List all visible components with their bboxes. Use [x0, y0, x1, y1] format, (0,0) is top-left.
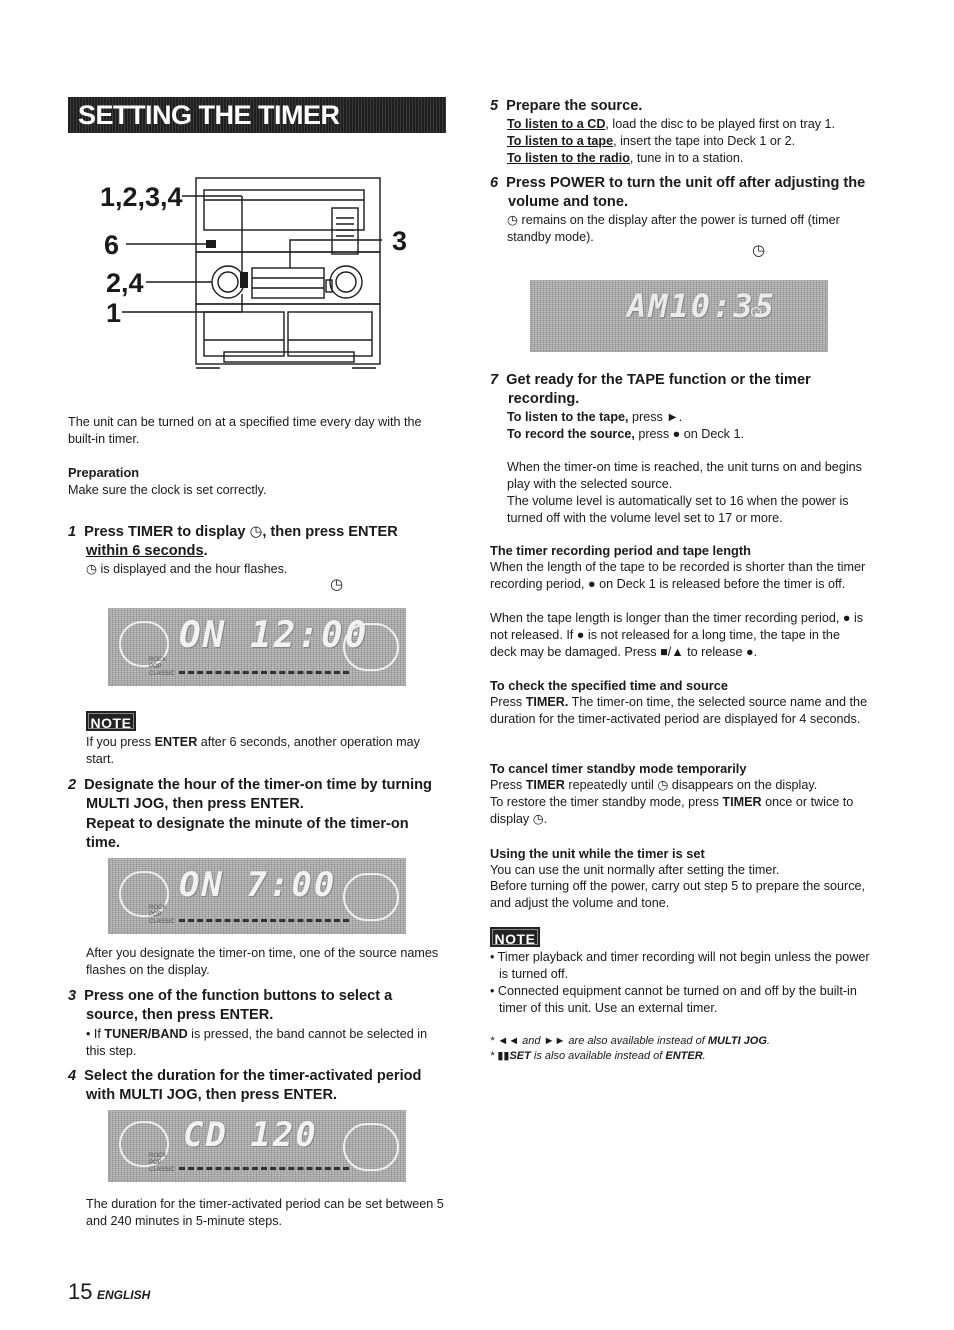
step4-heading: 4 Select the duration for the timer-activated period with MULTI JOG, then press ENTER. [68, 1068, 422, 1103]
step2-display-text: ON 7:00 [179, 865, 337, 905]
footnote-2: * ▮▮SET is also available instead of ENTER. [490, 1050, 706, 1062]
intro-text: The unit can be turned on at a specified time every day with the built-in timer. [68, 415, 422, 446]
note2-b1: • Timer playback and timer recording will not begin unless the power is turned off. [490, 950, 870, 981]
callout-6: 6 [104, 230, 120, 260]
using-heading: Using the unit while the timer is set [490, 846, 705, 861]
timer-clock-icon: ◷ [330, 576, 344, 593]
step1-num: 1 [68, 524, 77, 540]
eq-labels: ROCK POP CLASSIC [149, 905, 175, 925]
stereo-diagram [100, 172, 420, 380]
step2-heading2: Repeat to designate the minute of the timer-on time. [86, 816, 409, 851]
using-p1: You can use the unit normally after setting the timer. [490, 863, 780, 877]
page-number: 15 [68, 1279, 93, 1304]
step1-underlined: within 6 seconds [86, 543, 204, 559]
callout-1: 1 [106, 298, 122, 328]
step1-heading-a: Press TIMER to display [84, 524, 250, 540]
using-p2: Before turning off the power, carry out step 5 to prepare the source, and adjust the volume and tone. [490, 879, 866, 910]
step1-heading [68, 523, 448, 561]
footnote-1: * ◄◄ and ►► are also available instead of MULTI JOG. [490, 1035, 770, 1047]
step4-display-text: CD 120 [183, 1115, 318, 1155]
level-meter-icon [343, 873, 399, 921]
cancel-p2: To restore the timer standby mode, press TIMER once or twice to display ◷. [490, 795, 854, 826]
step1-display-text: ON 12:00 [179, 615, 369, 656]
timer-clock-icon: ◷ [752, 242, 766, 259]
eq-bar [179, 1167, 349, 1171]
timer-clock-icon: ◷ [657, 778, 669, 792]
timer-clock-icon: ◷ [507, 213, 518, 227]
level-meter-icon [343, 1123, 399, 1171]
step6-display-text: AM10:35 [627, 287, 776, 325]
step3-heading: 3 Press one of the function buttons to select a source, then press ENTER. [68, 988, 393, 1023]
step5-tape: To listen to a tape, insert the tape into Deck 1 or 2. [507, 134, 796, 148]
callout-3: 3 [392, 226, 408, 256]
preparation-heading: Preparation [68, 465, 140, 480]
step1-text-span: is displayed and the hour flashes. [97, 562, 288, 576]
step1-heading-b: , then press ENTER [262, 524, 398, 540]
page-language: ENGLISH [96, 1288, 151, 1302]
step7-para2: The volume level is automatically set to 16 when the power is turned off with the volume level set to 17 or more. [507, 494, 849, 525]
step6-text: ◷ remains on the display after the power is turned off (timer standby mode). [507, 213, 840, 244]
check-heading: To check the specified time and source [490, 678, 728, 693]
cancel-p1: Press TIMER repeatedly until ◷ disappears on the display. [490, 778, 818, 792]
step4-display [108, 1110, 406, 1182]
step7-record: To record the source, press ● on Deck 1. [507, 427, 744, 441]
step2-text: After you designate the timer-on time, one of the source names flashes on the display. [86, 946, 439, 977]
note2-b2: • Connected equipment cannot be turned on and off by the built-in timer of this unit. Use an external timer. [490, 984, 857, 1015]
preparation-text: Make sure the clock is set correctly. [68, 483, 267, 497]
step1-text [86, 561, 446, 578]
note-badge: NOTE [490, 927, 540, 947]
step5-cd: To listen to a CD, load the disc to be played first on tray 1. [507, 117, 836, 131]
step2-heading: 2 Designate the hour of the timer-on time by turning MULTI JOG, then press ENTER. [68, 777, 432, 812]
note-badge: NOTE [86, 711, 136, 731]
step6-heading: 6 Press POWER to turn the unit off after adjusting the volume and tone. [490, 175, 866, 210]
eq-labels: ROCK POP CLASSIC [149, 657, 175, 677]
level-meter-icon [343, 623, 399, 671]
step5-heading: 5 Prepare the source. [490, 98, 643, 114]
timer-clock-icon: ◷ [86, 562, 97, 576]
cancel-heading: To cancel timer standby mode temporarily [490, 761, 747, 776]
timer-clock-icon: ◷ [249, 524, 263, 540]
step7-heading: 7 Get ready for the TAPE function or the timer recording. [490, 372, 811, 407]
page-footer [68, 1279, 150, 1305]
step5-radio: To listen to the radio, tune in to a station. [507, 151, 744, 165]
period-p2: When the tape length is longer than the timer recording period, ● is not released. If ● is not released for a long time, the tape in the deck may be damaged. Press ■/▲ to release ●. [490, 611, 864, 659]
eq-bar [179, 671, 349, 675]
timer-clock-icon: ◷ [532, 812, 544, 826]
note1-text: If you press ENTER after 6 seconds, another operation may start. [86, 735, 420, 766]
step6-display [530, 280, 828, 352]
callout-24: 2,4 [106, 268, 144, 298]
callout-1234: 1,2,3,4 [100, 182, 183, 212]
step7-listen: To listen to the tape, press ►. [507, 410, 683, 424]
period-p1: When the length of the tape to be recorded is shorter than the timer recording period, ● on Deck 1 is released before the timer is off. [490, 560, 866, 591]
step3-bullet: • If TUNER/BAND is pressed, the band cannot be selected in this step. [86, 1027, 428, 1058]
step7-para1: When the timer-on time is reached, the unit turns on and begins play with the selected source. [507, 460, 862, 491]
eq-bar [179, 919, 349, 923]
step2-display [108, 858, 406, 934]
period-heading: The timer recording period and tape length [490, 543, 751, 558]
timer-indicator-icon [751, 307, 761, 317]
check-text: Press TIMER. The timer-on time, the selected source name and the duration for the timer-activated period are displayed for 4 seconds. [490, 695, 868, 726]
step1-period: . [203, 543, 208, 559]
step1-display [108, 608, 406, 686]
page-title: SETTING THE TIMER [68, 97, 446, 133]
eq-labels: ROCK POP CLASSIC [149, 1153, 175, 1173]
step4-text: The duration for the timer-activated period can be set between 5 and 240 minutes in 5-minute steps. [86, 1197, 444, 1228]
